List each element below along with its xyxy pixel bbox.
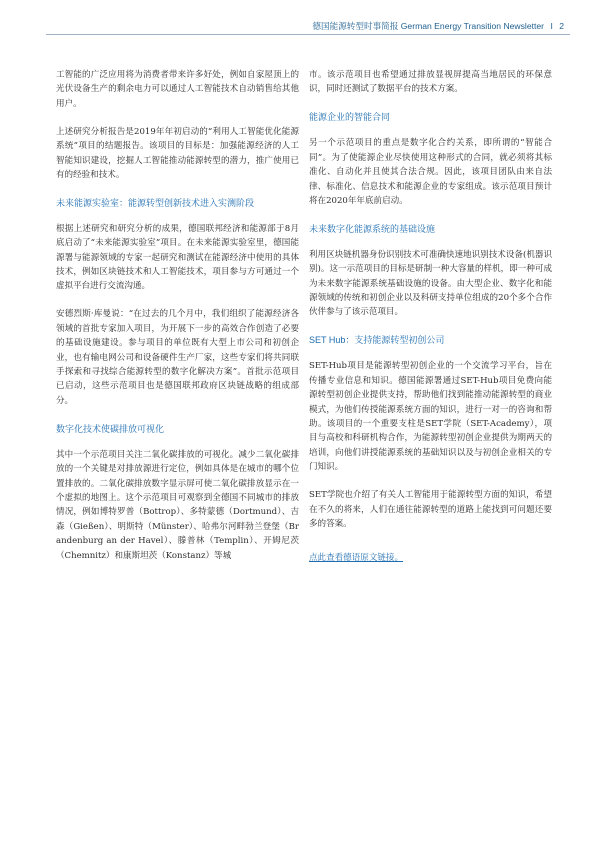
paragraph: 利用区块链机器身份识别技术可准确快速地识别技术设备(机器识别)。这一示范项目的目标是研制一种大容量的样机，即一种可成为未来数字能源系统基础设施的设备。由大型企业、数字化和能源领域的传统和初创企业以及科研支持单位组成的20个多个合作伙伴参与了该示范项目。 — [309, 249, 552, 318]
header-separator: I — [550, 21, 553, 31]
header-title-cn: 德国能源转型时事简报 — [312, 21, 399, 31]
page-header — [312, 20, 564, 32]
right-column — [309, 68, 552, 564]
paragraph: 市。该示范项目也希望通过排放显视屏提高当地居民的环保意识，同时还测试了数据平台的技术方案。 — [309, 70, 552, 95]
section-heading: SET Hub：支持能源转型初创公司 — [309, 335, 445, 346]
page-number: 2 — [559, 21, 564, 31]
section-heading: 未来数字化能源系统的基础设施 — [309, 223, 436, 234]
section-heading: 未来能源实验室：能源转型创新技术进入实测阶段 — [56, 197, 255, 208]
header-title-en: German Energy Transition Newsletter — [400, 21, 545, 31]
paragraph: 根据上述研究和研究分析的成果，德国联邦经济和能源部于8月底启动了“未来能源实验室”项目。在未来能源实验室里，德国能源署与能源领域的专家一起研究和测试在能源经济中使用的具体技术，例如区块链技术和人工智能技术，项目参与方可通过一个虚拟平台进行交流沟通。 — [56, 223, 299, 292]
section-heading: 数字化技术使碳排放可视化 — [56, 423, 165, 434]
header-rule — [46, 34, 570, 35]
paragraph: 另一个示范项目的重点是数字化合约关系，即所谓的“智能合同”。为了使能源企业尽快使用这种形式的合同，就必须将其标准化、自动化并且使其合法合规。因此，该项目团队由来自法律、标准化、信息技术和能源企业的专家组成。该示范项目预计将在2020年年底前启动。 — [309, 138, 552, 206]
paragraph: SET-Hub项目是能源转型初创企业的一个交流学习平台，旨在传播专业信息和知识。德国能源署通过SET-Hub项目免费向能源转型初创企业提供支持，帮助他们找到能推动能源转型的商业模式，为他们传授能源系统方面的知识，进行一对一的咨询和帮助。该项目的一个重要支柱是SET学院（SET-Academy），项目与高校和科研机构合作，为能源转型初创企业提供为期两天的培训，向他们讲授能源系统的基础知识以及与初创企业相关的专门知识。 — [309, 361, 552, 473]
section-heading: 能源企业的智能合同 — [309, 112, 391, 123]
paragraph: 上述研究分析报告是2019年年初启动的“利用人工智能优化能源系统”项目的结题报告。该项目的目标是：加强能源经济的人工智能知识建设，挖掘人工智能推动能源转型的潜力，推广使用已有的经验和技术。 — [56, 126, 299, 180]
source-link[interactable]: 点此查看德语原文链接。 — [309, 552, 404, 563]
paragraph: 工智能的广泛应用将为消费者带来许多好处，例如自家屋顶上的光伏设备生产的剩余电力可以通过人工智能技术自动销售给其他用户。 — [56, 70, 299, 109]
left-column — [56, 68, 299, 576]
paragraph: 其中一个示范项目关注二氧化碳排放的可视化。减少二氧化碳排放的一个关键是对排放源进行定位，例如具体是在城市的哪个位置排放的。二氧化碳排放数字显示屏可使二氧化碳排放显示在一个虚拟的地图上。这个示范项目可观察到全德国不同城市的排放情况，例如博特罗普（Bottrop）、多特蒙德（Dortmund）、吉森（Gießen）、明斯特（Münster）、哈弗尔河畔勃兰登堡（Brandenburg an der Havel）、滕普林（Templin）、开姆尼茨（Chemnitz）和康斯坦茨（Konstanz）等城 — [56, 449, 299, 561]
paragraph: 安德烈斯·库曼说：“在过去的几个月中，我们组织了能源经济各领域的首批专家加入项目，为开展下一步的高效合作创造了必要的基础设施建设。参与项目的单位既有大型上市公司和初创企业，也有输电网公司和设备硬件生产厂家，这些专家们将共同联手探索和寻找综合能源转型的数字化解决方案”。首批示范项目已启动，这些示范项目也是德国联邦政府区块链战略的组成部分。 — [56, 309, 299, 406]
paragraph: SET学院也介绍了有关人工智能用于能源转型方面的知识，希望在不久的将来，人们在通往能源转型的道路上能找到可问题还要多的答案。 — [309, 490, 552, 529]
